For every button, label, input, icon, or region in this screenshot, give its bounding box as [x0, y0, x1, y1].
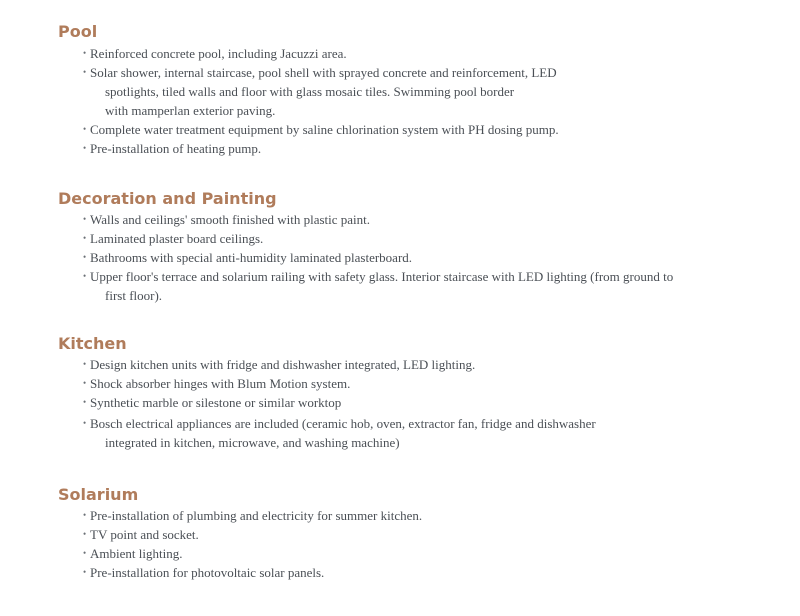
section-kitchen — [58, 334, 770, 452]
bullet-icon: • — [83, 378, 87, 388]
list-item: • Bathrooms with special anti-humidity laminated plasterboard. — [83, 250, 413, 265]
item-list — [58, 44, 770, 158]
list-item: • Bosch electrical appliances are included (ceramic hob, oven, extractor fan, fridge and dishwasher integrated in kitchen, microwave, and washing machine) — [83, 416, 596, 450]
bullet-icon: • — [83, 418, 87, 428]
bullet-icon: • — [83, 529, 87, 539]
bullet-icon: • — [83, 510, 87, 520]
section-solarium — [58, 485, 770, 582]
bullet-icon: • — [83, 252, 87, 262]
bullet-icon: • — [83, 567, 87, 577]
section-title: Pool — [58, 22, 98, 41]
bullet-icon: • — [83, 124, 87, 134]
bullet-icon: • — [83, 48, 87, 58]
list-item: • Upper floor's terrace and solarium railing with safety glass. Interior staircase with LED lighting (from ground to first floor). — [83, 269, 674, 303]
list-item: • Reinforced concrete pool, including Jacuzzi area. — [83, 46, 347, 61]
bullet-icon: • — [83, 143, 87, 153]
list-item: • Synthetic marble or silestone or similar worktop — [83, 395, 342, 410]
list-item: • Ambient lighting. — [83, 546, 183, 561]
list-item: • Solar shower, internal staircase, pool shell with sprayed concrete and reinforcement, LED spotlights, tiled walls and floor with glass mosaic tiles. Swimming pool border with mamperlan exterior paving. — [83, 65, 557, 118]
section-title: Kitchen — [58, 334, 127, 353]
list-item: • Shock absorber hinges with Blum Motion system. — [83, 376, 351, 391]
list-item: • TV point and socket. — [83, 527, 199, 542]
bullet-icon: • — [83, 233, 87, 243]
bullet-icon: • — [83, 397, 87, 407]
bullet-icon: • — [83, 548, 87, 558]
item-list — [58, 506, 770, 582]
list-item: • Walls and ceilings' smooth finished with plastic paint. — [83, 212, 371, 227]
list-item: • Complete water treatment equipment by saline chlorination system with PH dosing pump. — [83, 122, 559, 137]
list-item: • Pre-installation of heating pump. — [83, 141, 262, 156]
section-title: Decoration and Painting — [58, 189, 277, 208]
list-item: • Laminated plaster board ceilings. — [83, 231, 264, 246]
list-item: • Design kitchen units with fridge and dishwasher integrated, LED lighting. — [83, 357, 476, 372]
section-pool — [58, 22, 770, 158]
item-list — [58, 355, 770, 452]
bullet-icon: • — [83, 271, 87, 281]
bullet-icon: • — [83, 67, 87, 77]
section-title: Solarium — [58, 485, 139, 504]
list-item: • Pre-installation for photovoltaic solar panels. — [83, 565, 325, 580]
section-decoration-painting — [58, 189, 770, 305]
list-item: • Pre-installation of plumbing and electricity for summer kitchen. — [83, 508, 423, 523]
item-list — [58, 210, 770, 305]
bullet-icon: • — [83, 359, 87, 369]
bullet-icon: • — [83, 214, 87, 224]
